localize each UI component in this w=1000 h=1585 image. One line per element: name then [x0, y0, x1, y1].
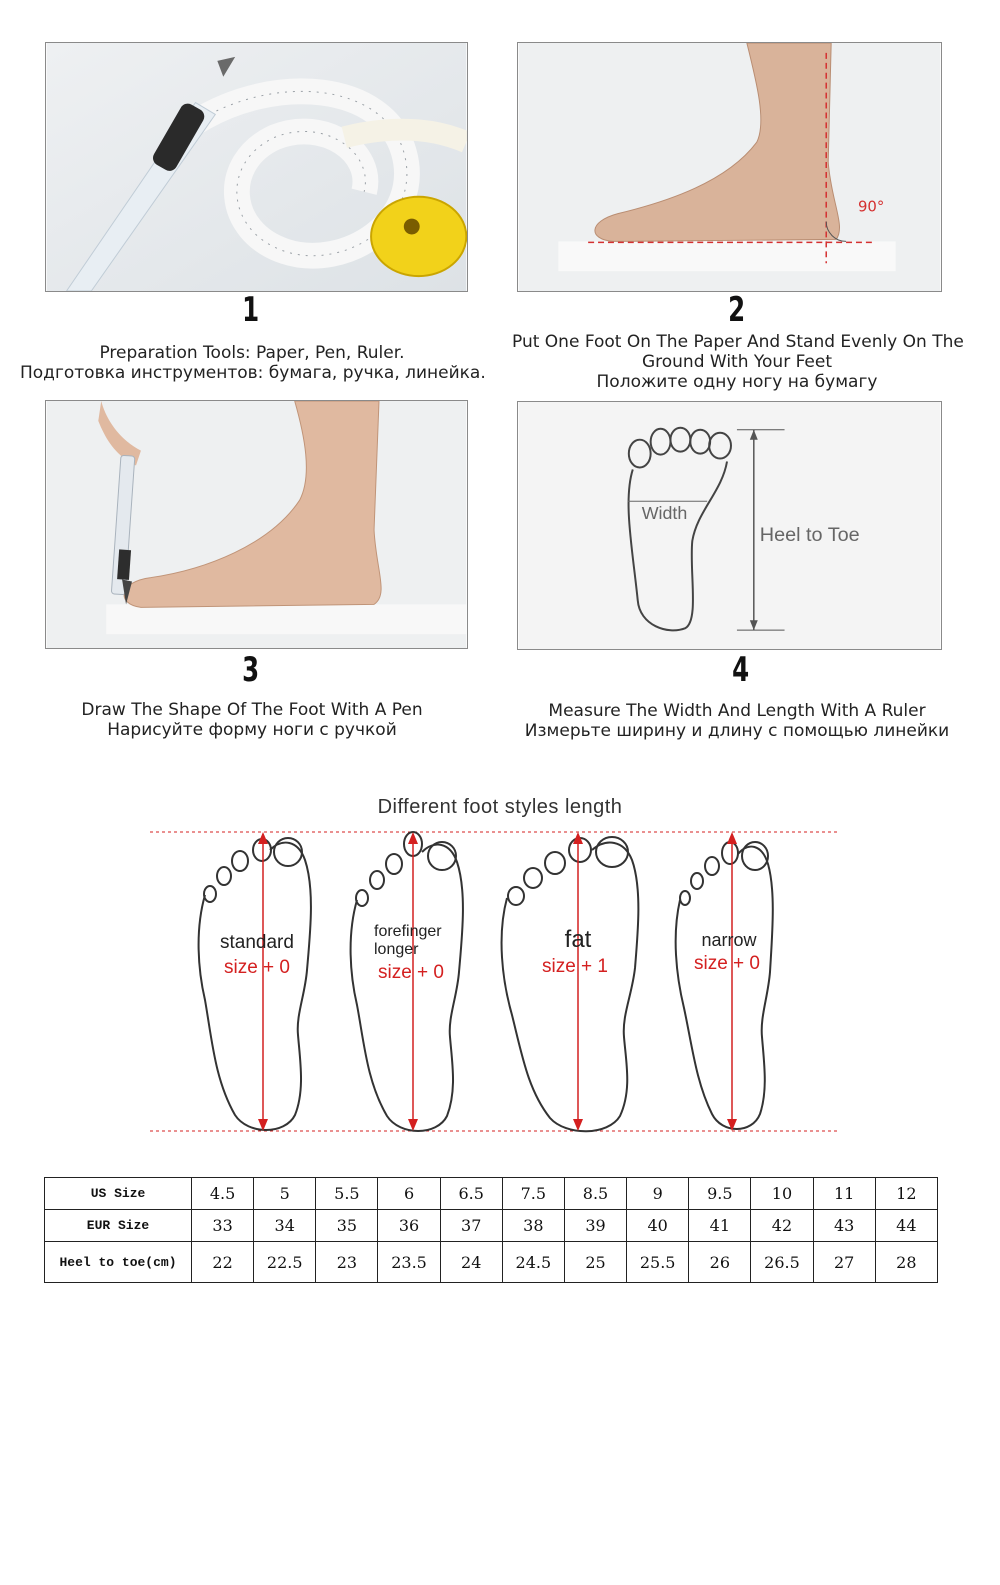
row-header-us: US Size [45, 1178, 192, 1210]
step-3-caption [20, 700, 484, 740]
table-cell: 22 [192, 1242, 254, 1283]
width-label: Width [641, 503, 688, 524]
step-2-caption-en-2: Ground With Your Feet [641, 352, 833, 372]
step-1-caption-ru: Подготовка инструментов: бумага, ручка, линейка. [20, 363, 486, 383]
table-row-us [45, 1178, 938, 1210]
table-cell: 38 [502, 1210, 564, 1242]
step-4-caption-en: Measure The Width And Length With A Ruler [548, 701, 926, 721]
table-cell: 25.5 [627, 1242, 689, 1283]
table-cell: 37 [440, 1210, 502, 1242]
table-cell: 12 [875, 1178, 937, 1210]
step-1-image [45, 42, 468, 292]
table-cell: 28 [875, 1242, 937, 1283]
foot-fat-adjust: size + 1 [541, 956, 609, 977]
table-cell: 26 [689, 1242, 751, 1283]
drawing-foot-illustration [46, 401, 467, 648]
angle-label: 90° [857, 197, 885, 216]
table-cell: 5 [254, 1178, 316, 1210]
foot-forefinger-name-2: longer [374, 941, 419, 958]
table-cell: 10 [751, 1178, 813, 1210]
table-cell: 35 [316, 1210, 378, 1242]
table-cell: 23.5 [378, 1242, 440, 1283]
foot-narrow [676, 842, 773, 1129]
foot-narrow-name: narrow [701, 930, 757, 950]
table-cell: 36 [378, 1210, 440, 1242]
step-2-number: 2 [728, 290, 746, 330]
step-4-caption-ru: Измерьте ширину и длину с помощью линейки [524, 721, 950, 741]
foot-narrow-adjust: size + 0 [693, 953, 761, 974]
table-cell: 27 [813, 1242, 875, 1283]
foot-fat-name: fat [564, 926, 592, 953]
table-cell: 42 [751, 1210, 813, 1242]
step-2-caption-en-1: Put One Foot On The Paper And Stand Evenly On The [512, 332, 964, 352]
tape-and-pen-illustration [46, 43, 467, 291]
table-cell: 33 [192, 1210, 254, 1242]
step-2-caption [512, 332, 962, 392]
table-cell: 44 [875, 1210, 937, 1242]
row-header-eur: EUR Size [45, 1210, 192, 1242]
step-3-image [45, 400, 468, 649]
step-4-number: 4 [732, 650, 750, 690]
foot-standard-name: standard [220, 932, 294, 953]
table-cell: 8.5 [564, 1178, 626, 1210]
table-cell: 4.5 [192, 1178, 254, 1210]
table-cell: 26.5 [751, 1242, 813, 1283]
foot-styles-title: Different foot styles length [377, 796, 623, 818]
step-4-caption [512, 701, 962, 741]
table-row-eur [45, 1210, 938, 1242]
table-cell: 23 [316, 1242, 378, 1283]
table-cell: 41 [689, 1210, 751, 1242]
table-cell: 9 [627, 1178, 689, 1210]
table-cell: 34 [254, 1210, 316, 1242]
table-cell: 22.5 [254, 1242, 316, 1283]
row-header-heel-to-toe: Heel to toe(cm) [45, 1242, 192, 1283]
table-cell: 11 [813, 1178, 875, 1210]
step-3-number: 3 [242, 650, 260, 690]
table-cell: 43 [813, 1210, 875, 1242]
step-2-image [517, 42, 942, 292]
step-3-caption-ru: Нарисуйте форму ноги с ручкой [107, 720, 397, 740]
size-chart-table [44, 1177, 938, 1283]
table-cell: 5.5 [316, 1178, 378, 1210]
foot-fat [502, 837, 639, 1131]
foot-styles-diagram [0, 820, 1000, 1150]
table-cell: 24 [440, 1242, 502, 1283]
table-cell: 24.5 [502, 1242, 564, 1283]
table-cell: 40 [627, 1210, 689, 1242]
foot-forefinger-adjust: size + 0 [377, 962, 445, 983]
step-2-caption-ru: Положите одну ногу на бумагу [596, 372, 878, 392]
step-1-caption [20, 343, 484, 383]
foot-outline-diagram [518, 402, 941, 649]
table-cell: 39 [564, 1210, 626, 1242]
step-1-number: 1 [242, 290, 260, 330]
foot-standard [199, 838, 311, 1130]
standing-foot-illustration [518, 43, 941, 291]
step-3-caption-en: Draw The Shape Of The Foot With A Pen [81, 700, 423, 720]
length-label: Heel to Toe [759, 523, 860, 546]
foot-standard-adjust: size + 0 [223, 957, 291, 978]
table-cell: 25 [564, 1242, 626, 1283]
table-cell: 9.5 [689, 1178, 751, 1210]
step-4-image [517, 401, 942, 650]
table-cell: 6 [378, 1178, 440, 1210]
foot-forefinger-name: forefinger [374, 923, 442, 940]
table-cell: 6.5 [440, 1178, 502, 1210]
table-cell: 7.5 [502, 1178, 564, 1210]
table-row-heel-to-toe [45, 1242, 938, 1283]
step-1-caption-en: Preparation Tools: Paper, Pen, Ruler. [99, 343, 405, 363]
